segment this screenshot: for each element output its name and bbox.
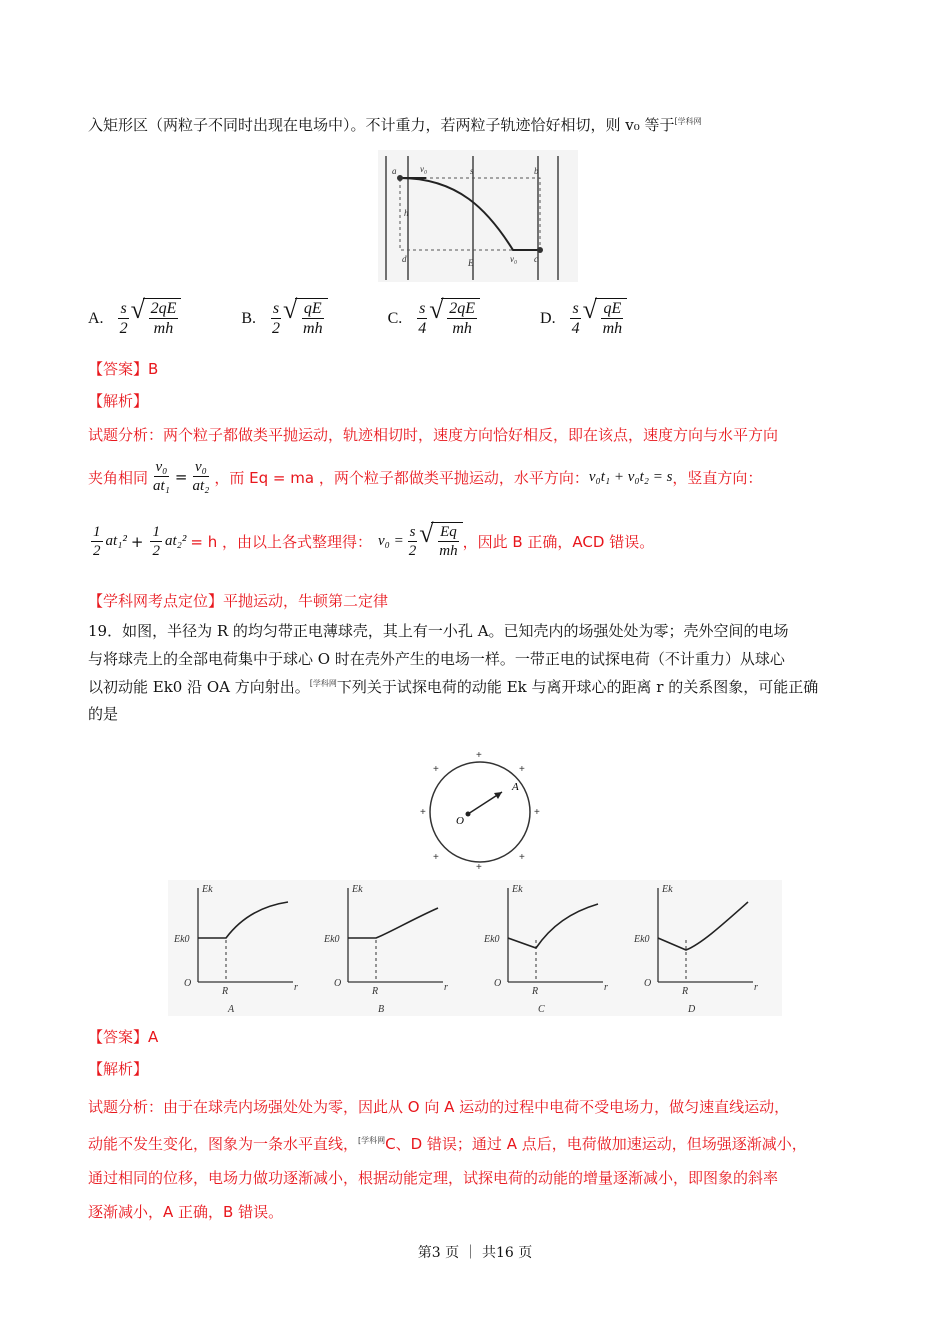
graph-label: O bbox=[334, 978, 342, 989]
graph-label: A bbox=[228, 1004, 235, 1015]
svg-text:+: + bbox=[519, 852, 525, 863]
graph-label: O bbox=[644, 978, 652, 989]
charged-shell bbox=[430, 762, 530, 862]
graph-label: r bbox=[604, 982, 608, 993]
graph-label: O bbox=[184, 978, 192, 989]
q18-knowledge-point: 【学科网考点定位】平抛运动，牛顿第二定律 bbox=[88, 592, 389, 610]
q19-stem: 19．如图，半径为 R 的均匀带正电薄球壳，其上有一小孔 A。已知壳内的场强处处为零；壳外空间的电场 与将球壳上的全部电荷集中于球心 O 时在壳外产生的电场一样。一带正电的试探电荷（不计重力）从球心 以初动能 Ek0 沿 OA 方向射出。$^{[学科网}$下列关于试探电荷的动能 Ek 与离开球心的距离 r 的关系图象，可能正确 的是 bbox=[88, 622, 819, 724]
option-d[interactable]: D. $\frac{s}{4}$ √ $\frac{qE}{mh}$ bbox=[540, 298, 627, 340]
svg-text:O: O bbox=[456, 815, 464, 827]
graph-label: Ek bbox=[662, 884, 673, 895]
svg-text:v₀: v₀ bbox=[510, 254, 518, 264]
svg-text:+: + bbox=[519, 764, 525, 775]
svg-text:a: a bbox=[392, 166, 397, 176]
svg-text:+: + bbox=[476, 752, 482, 761]
q18-analysis-line3: $\frac{1}{2}$ at₁² + $\frac{1}{2}$ at₂² = h ，由以上各式整理得： v₀ = $\frac{s}{2}$ √ $\frac{Eq}{mh}$ ，因此 B 正确，ACD 错误。 bbox=[88, 522, 654, 562]
graph-label: R bbox=[372, 986, 379, 997]
charge-q-top bbox=[397, 175, 403, 181]
q18-intro-line: 入矩形区（两粒子不同时出现在电场中）。不计重力，若两粒子轨迹恰好相切，则 v₀ 等于$^{[学科网}$ bbox=[88, 116, 702, 134]
q18-field-figure bbox=[378, 150, 578, 282]
q19-answer: 【答案】A bbox=[88, 1028, 159, 1046]
svg-text:+: + bbox=[534, 807, 540, 818]
svg-text:+: + bbox=[476, 862, 482, 872]
graph-label: R bbox=[222, 986, 229, 997]
watermark-tag: [学科网 bbox=[309, 678, 337, 688]
q18-analysis-line1: 试题分析：两个粒子都做类平抛运动，轨迹相切时，速度方向恰好相反，即在该点，速度方向与水平方向 bbox=[88, 426, 779, 444]
svg-text:h: h bbox=[404, 208, 409, 218]
graph-label: R bbox=[532, 986, 539, 997]
charge-q-bottom bbox=[537, 247, 543, 253]
svg-text:v₀: v₀ bbox=[420, 164, 428, 174]
graph-label: r bbox=[754, 982, 758, 993]
q18-answer: 【答案】B bbox=[88, 360, 159, 378]
graph-label: Ek bbox=[202, 884, 213, 895]
graph-label: Ek0 bbox=[174, 934, 190, 945]
option-a[interactable]: A. $\frac{s}{2}$ √ $\frac{2qE}{mh}$ bbox=[88, 298, 181, 340]
svg-text:+: + bbox=[433, 852, 439, 863]
svg-text:s: s bbox=[470, 166, 474, 176]
graph-label: Ek0 bbox=[484, 934, 500, 945]
graph-label: r bbox=[444, 982, 448, 993]
q19-analysis-head: 【解析】 bbox=[88, 1060, 149, 1078]
graph-label: C bbox=[538, 1004, 545, 1015]
q18-options bbox=[88, 298, 627, 340]
q18-analysis-head: 【解析】 bbox=[88, 392, 149, 410]
q19-sphere-figure bbox=[400, 752, 560, 872]
q19-analysis-body: 试题分析：由于在球壳内场强处处为零，因此从 O 向 A 运动的过程中电荷不受电场力，做匀速直线运动， 动能不发生变化，图象为一条水平直线，$^{[学科网}$C、D 错误；通过 A 点后，电荷做加速运动，但场强逐渐减小， 通过相同的位移，电场力做功逐渐减小，根据动能定理，试探电荷的动能的增量逐渐减小，即图象的斜率 逐渐减小，A 正确，B 错误。 bbox=[88, 1098, 807, 1221]
option-b[interactable]: B. $\frac{s}{2}$ √ $\frac{qE}{mh}$ bbox=[241, 298, 327, 340]
option-c[interactable]: C. $\frac{s}{4}$ √ $\frac{2qE}{mh}$ bbox=[388, 298, 480, 340]
page-footer: 第3 页 ｜ 共16 页 bbox=[417, 1245, 533, 1261]
graph-label: Ek bbox=[512, 884, 523, 895]
svg-text:d: d bbox=[402, 254, 407, 264]
watermark-tag: [学科网 bbox=[674, 117, 702, 126]
svg-text:b: b bbox=[534, 166, 539, 176]
q18-analysis-line2: 夹角相同 $\frac{\text{v₀}}{\text{at₁}}$ = $\frac{\text{v₀}}{\text{at₂}}$ ，而 Eq = ma ，两个粒子都做类平抛运动，水平方向： v₀t₁ + v₀t₂ = s ，竖直方向： bbox=[88, 459, 763, 494]
graph-label: Ek0 bbox=[324, 934, 340, 945]
graph-label: B bbox=[378, 1004, 385, 1015]
graph-label: D bbox=[688, 1004, 696, 1015]
svg-text:c: c bbox=[534, 254, 538, 264]
svg-text:A: A bbox=[512, 781, 519, 793]
svg-text:+: + bbox=[433, 764, 439, 775]
graph-label: Ek bbox=[352, 884, 363, 895]
svg-text:E: E bbox=[468, 258, 474, 268]
graph-label: r bbox=[294, 982, 298, 993]
graph-label: O bbox=[494, 978, 502, 989]
q19-graphs bbox=[168, 880, 782, 1016]
watermark-tag: [学科网 bbox=[358, 1136, 386, 1145]
svg-text:+: + bbox=[420, 807, 426, 818]
graph-label: Ek0 bbox=[634, 934, 650, 945]
graph-label: R bbox=[682, 986, 689, 997]
